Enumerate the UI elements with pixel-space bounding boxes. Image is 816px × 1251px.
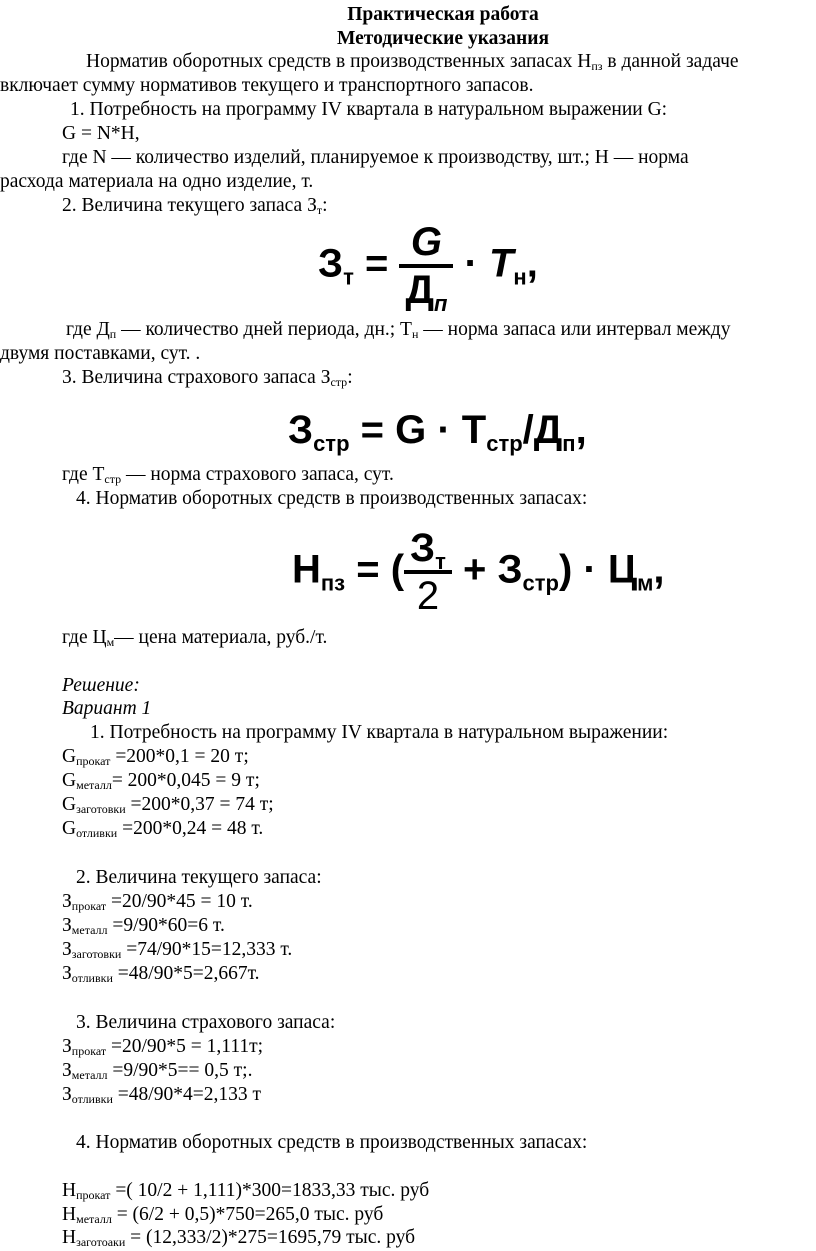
intro-line-1: Норматив оборотных средств в производственных запасах $Н_{пз}$ в данной задаче — [86, 51, 739, 73]
calc-line: $З_{заготовки} =74/90*15=12,333$ т. — [62, 939, 293, 961]
calc-line: $Н_{металл} = (6/2 + 0,5)*750=265,0$ тыс. руб — [62, 1204, 384, 1226]
calc-line: $Н_{заготоаки} = (12,333/2)*275=1695,79$ тыс. руб — [62, 1227, 416, 1249]
variant-label: Вариант 1 — [62, 698, 152, 719]
calc-line: $G_{прокат} =200*0,1 = 20$ т; — [62, 746, 249, 768]
solution-label: Решение: — [62, 675, 140, 696]
intro-line-2: включает сумму нормативов текущего и транспортного запасов. — [0, 75, 534, 96]
equation-g: G = N*H, — [62, 123, 140, 144]
formula-current-stock: $З_т$ = $\frac{G}{Д_п}$ · $Т_н$, — [318, 220, 538, 316]
calc-line: $З_{металл} =9/90*5== 0,5$ т;. — [62, 1060, 253, 1082]
where-line-2b: двумя поставками, сут. . — [0, 343, 201, 364]
solution-item-4: 4. Норматив оборотных средств в производственных запасах: — [76, 1132, 588, 1153]
calc-line: $З_{отливки} =48/90*5=2,667т$. — [62, 963, 260, 985]
solution-item-2: 2. Величина текущего запаса: — [76, 867, 322, 888]
calc-line: $З_{прокат} =20/90*45 = 10$ т. — [62, 891, 253, 913]
method-item-1: 1. Потребность на программу IV квартала в натуральном выражении G: — [70, 99, 668, 120]
method-item-3: 3. Величина страхового запаса $З_{стр}$: — [62, 367, 353, 389]
page-subtitle: Методические указания — [336, 28, 549, 49]
formula-safety-stock: $З_{стр} = G \cdot Т_{стр}/Д_п$, — [288, 408, 587, 456]
calc-line: $G_{заготовки} =200*0,37 = 74$ т; — [62, 794, 274, 816]
where-line-1a: где N — количество изделий, планируемое к производству, шт.; Н — норма — [62, 147, 689, 168]
where-line-3: где $Т_{стр}$ — норма страхового запаса, сут. — [62, 464, 394, 486]
calc-line: $З_{металл} =9/90*60=6$ т. — [62, 915, 225, 937]
calc-line: $З_{прокат} =20/90*5 = 1,111т$; — [62, 1036, 264, 1058]
formula-norm: $Н_{пз}$ = ( $\frac{З_т}{2}$ + $З_{стр}) \cdot Ц_м$, — [292, 526, 665, 618]
calc-line: $З_{отливки} =48/90*4=2,133$ т — [62, 1084, 261, 1106]
method-item-4: 4. Норматив оборотных средств в производственных запасах: — [76, 488, 588, 509]
where-line-4: где $Ц_м—$ цена материала, руб./т. — [62, 627, 328, 649]
page-title: Практическая работа — [347, 4, 539, 25]
solution-item-1: 1. Потребность на программу IV квартала в натуральном выражении: — [90, 722, 669, 743]
calc-line: $G_{отливки} =200*0,24 = 48$ т. — [62, 818, 264, 840]
calc-line: $Н_{прокат}$ =( 10/2 + 1,111)*300=1833,33 тыс. руб — [62, 1180, 430, 1202]
where-line-1b: расхода материала на одно изделие, т. — [0, 171, 314, 192]
solution-item-3: 3. Величина страхового запаса: — [76, 1012, 336, 1033]
method-item-2: 2. Величина текущего запаса $З_т$: — [62, 195, 328, 217]
where-line-2a: где $Д_п$ — количество дней периода, дн.; $Т_н$ — норма запаса или интервал между — [66, 319, 731, 341]
calc-line: $G_{металл}= 200*0,045 = 9$ т; — [62, 770, 260, 792]
